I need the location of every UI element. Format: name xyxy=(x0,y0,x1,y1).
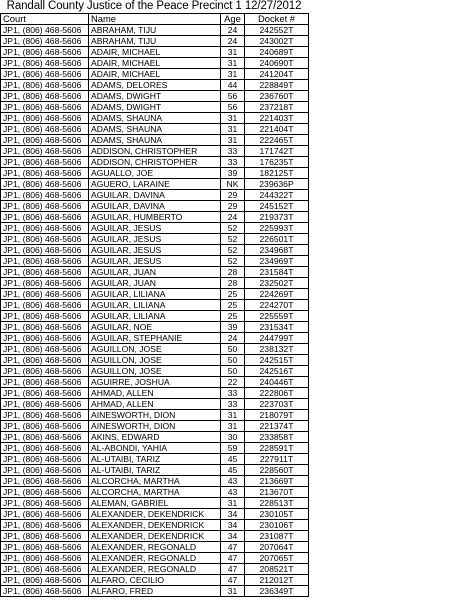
age-cell: 52 xyxy=(221,234,245,245)
age-cell: 45 xyxy=(221,454,245,465)
docket-cell: 212012T xyxy=(245,575,309,586)
table-row xyxy=(1,366,309,377)
age-cell: 34 xyxy=(221,531,245,542)
docket-cell: 239636P xyxy=(245,179,309,190)
court-cell: JP1, (806) 468-5606 xyxy=(1,410,89,421)
name-cell: ADAMS, SHAUNA xyxy=(89,124,221,135)
docket-cell: 240689T xyxy=(245,47,309,58)
court-cell: JP1, (806) 468-5606 xyxy=(1,36,89,47)
docket-cell: 218079T xyxy=(245,410,309,421)
name-cell: AGUERO, LARAINE xyxy=(89,179,221,190)
name-cell: ALCORCHA, MARTHA xyxy=(89,487,221,498)
name-cell: AGUILAR, JESUS xyxy=(89,223,221,234)
age-cell: 24 xyxy=(221,25,245,36)
court-cell: JP1, (806) 468-5606 xyxy=(1,564,89,575)
court-cell: JP1, (806) 468-5606 xyxy=(1,102,89,113)
age-cell: 52 xyxy=(221,245,245,256)
docket-cell: 240690T xyxy=(245,58,309,69)
docket-cell: 231584T xyxy=(245,267,309,278)
court-cell: JP1, (806) 468-5606 xyxy=(1,322,89,333)
age-cell: 31 xyxy=(221,586,245,597)
court-cell: JP1, (806) 468-5606 xyxy=(1,333,89,344)
age-cell: 50 xyxy=(221,344,245,355)
table-row xyxy=(1,102,309,113)
court-cell: JP1, (806) 468-5606 xyxy=(1,289,89,300)
court-cell: JP1, (806) 468-5606 xyxy=(1,179,89,190)
name-cell: AGUILAR, JUAN xyxy=(89,278,221,289)
name-cell: ALEXANDER, DEKENDRICK xyxy=(89,520,221,531)
table-row xyxy=(1,223,309,234)
table-row xyxy=(1,278,309,289)
docket-cell: 236349T xyxy=(245,586,309,597)
name-cell: AGUILAR, NOE xyxy=(89,322,221,333)
age-cell: 52 xyxy=(221,223,245,234)
age-cell: 47 xyxy=(221,553,245,564)
court-cell: JP1, (806) 468-5606 xyxy=(1,245,89,256)
table-row xyxy=(1,245,309,256)
court-cell: JP1, (806) 468-5606 xyxy=(1,377,89,388)
age-cell: 31 xyxy=(221,47,245,58)
name-cell: AHMAD, ALLEN xyxy=(89,399,221,410)
name-cell: AINESWORTH, DION xyxy=(89,421,221,432)
name-cell: ADDISON, CHRISTOPHER xyxy=(89,146,221,157)
docket-cell: 182125T xyxy=(245,168,309,179)
name-cell: AL-UTAIBI, TARIZ xyxy=(89,465,221,476)
age-cell: 50 xyxy=(221,366,245,377)
age-cell: 29 xyxy=(221,201,245,212)
table-row xyxy=(1,564,309,575)
court-cell: JP1, (806) 468-5606 xyxy=(1,366,89,377)
table-row xyxy=(1,157,309,168)
docket-cell: 244322T xyxy=(245,190,309,201)
court-cell: JP1, (806) 468-5606 xyxy=(1,498,89,509)
table-row xyxy=(1,212,309,223)
name-cell: ADAMS, DWIGHT xyxy=(89,102,221,113)
docket-cell: 231534T xyxy=(245,322,309,333)
docket-cell: 223703T xyxy=(245,399,309,410)
age-cell: 24 xyxy=(221,212,245,223)
table-row xyxy=(1,91,309,102)
name-cell: ABRAHAM, TIJU xyxy=(89,36,221,47)
table-row xyxy=(1,25,309,36)
docket-cell: 227911T xyxy=(245,454,309,465)
court-cell: JP1, (806) 468-5606 xyxy=(1,487,89,498)
name-cell: AGUILAR, LILIANA xyxy=(89,311,221,322)
table-row xyxy=(1,399,309,410)
name-cell: AL-ABONDI, YAHIA xyxy=(89,443,221,454)
court-cell: JP1, (806) 468-5606 xyxy=(1,454,89,465)
name-cell: ALEXANDER, DEKENDRICK xyxy=(89,509,221,520)
docket-cell: 221404T xyxy=(245,124,309,135)
docket-cell: 224270T xyxy=(245,300,309,311)
table-row xyxy=(1,443,309,454)
court-cell: JP1, (806) 468-5606 xyxy=(1,520,89,531)
court-cell: JP1, (806) 468-5606 xyxy=(1,223,89,234)
name-cell: AGUILAR, DAVINA xyxy=(89,190,221,201)
table-row xyxy=(1,520,309,531)
column-header-court: Court xyxy=(1,14,89,25)
table-row xyxy=(1,575,309,586)
court-cell: JP1, (806) 468-5606 xyxy=(1,575,89,586)
docket-cell: 228591T xyxy=(245,443,309,454)
table-row xyxy=(1,355,309,366)
table-row xyxy=(1,509,309,520)
docket-cell: 240446T xyxy=(245,377,309,388)
court-cell: JP1, (806) 468-5606 xyxy=(1,465,89,476)
table-row xyxy=(1,586,309,597)
docket-cell: 236760T xyxy=(245,91,309,102)
court-cell: JP1, (806) 468-5606 xyxy=(1,69,89,80)
age-cell: 22 xyxy=(221,377,245,388)
table-row xyxy=(1,542,309,553)
docket-cell: 232502T xyxy=(245,278,309,289)
court-cell: JP1, (806) 468-5606 xyxy=(1,553,89,564)
court-cell: JP1, (806) 468-5606 xyxy=(1,311,89,322)
table-row xyxy=(1,113,309,124)
court-cell: JP1, (806) 468-5606 xyxy=(1,212,89,223)
court-cell: JP1, (806) 468-5606 xyxy=(1,399,89,410)
court-cell: JP1, (806) 468-5606 xyxy=(1,531,89,542)
name-cell: AGUIRRE, JOSHUA xyxy=(89,377,221,388)
name-cell: AGUILAR, JUAN xyxy=(89,267,221,278)
column-header-name: Name xyxy=(89,14,221,25)
age-cell: NK xyxy=(221,179,245,190)
docket-cell: 213670T xyxy=(245,487,309,498)
age-cell: 33 xyxy=(221,157,245,168)
name-cell: AGUILAR, JESUS xyxy=(89,245,221,256)
age-cell: 31 xyxy=(221,124,245,135)
court-cell: JP1, (806) 468-5606 xyxy=(1,91,89,102)
table-row xyxy=(1,267,309,278)
docket-cell: 228849T xyxy=(245,80,309,91)
age-cell: 34 xyxy=(221,520,245,531)
court-cell: JP1, (806) 468-5606 xyxy=(1,47,89,58)
age-cell: 25 xyxy=(221,289,245,300)
name-cell: ALCORCHA, MARTHA xyxy=(89,476,221,487)
age-cell: 39 xyxy=(221,168,245,179)
docket-cell: 208521T xyxy=(245,564,309,575)
court-cell: JP1, (806) 468-5606 xyxy=(1,421,89,432)
age-cell: 56 xyxy=(221,91,245,102)
table-row xyxy=(1,311,309,322)
table-row xyxy=(1,388,309,399)
docket-cell: 228560T xyxy=(245,465,309,476)
age-cell: 25 xyxy=(221,311,245,322)
court-cell: JP1, (806) 468-5606 xyxy=(1,432,89,443)
docket-cell: 226501T xyxy=(245,234,309,245)
age-cell: 43 xyxy=(221,487,245,498)
docket-cell: 222806T xyxy=(245,388,309,399)
table-row xyxy=(1,333,309,344)
court-cell: JP1, (806) 468-5606 xyxy=(1,135,89,146)
docket-cell: 243002T xyxy=(245,36,309,47)
docket-cell: 207065T xyxy=(245,553,309,564)
name-cell: ALFARO, CECILIO xyxy=(89,575,221,586)
docket-cell: 219373T xyxy=(245,212,309,223)
age-cell: 28 xyxy=(221,278,245,289)
docket-cell: 242552T xyxy=(245,25,309,36)
court-cell: JP1, (806) 468-5606 xyxy=(1,256,89,267)
name-cell: ALEXANDER, REGONALD xyxy=(89,564,221,575)
name-cell: ADAMS, SHAUNA xyxy=(89,113,221,124)
docket-cell: 242515T xyxy=(245,355,309,366)
name-cell: AHMAD, ALLEN xyxy=(89,388,221,399)
name-cell: AGUILAR, JESUS xyxy=(89,256,221,267)
docket-cell: 213669T xyxy=(245,476,309,487)
name-cell: AGUILLON, JOSE xyxy=(89,366,221,377)
age-cell: 59 xyxy=(221,443,245,454)
court-cell: JP1, (806) 468-5606 xyxy=(1,201,89,212)
name-cell: AGUILAR, DAVINA xyxy=(89,201,221,212)
age-cell: 33 xyxy=(221,388,245,399)
table-row xyxy=(1,190,309,201)
name-cell: ABRAHAM, TIJU xyxy=(89,25,221,36)
age-cell: 33 xyxy=(221,399,245,410)
court-cell: JP1, (806) 468-5606 xyxy=(1,58,89,69)
court-cell: JP1, (806) 468-5606 xyxy=(1,267,89,278)
age-cell: 47 xyxy=(221,564,245,575)
table-row xyxy=(1,80,309,91)
name-cell: ALEXANDER, DEKENDRICK xyxy=(89,531,221,542)
docket-cell: 222465T xyxy=(245,135,309,146)
court-cell: JP1, (806) 468-5606 xyxy=(1,476,89,487)
table-row xyxy=(1,432,309,443)
table-row xyxy=(1,36,309,47)
court-cell: JP1, (806) 468-5606 xyxy=(1,234,89,245)
age-cell: 33 xyxy=(221,146,245,157)
age-cell: 31 xyxy=(221,69,245,80)
court-cell: JP1, (806) 468-5606 xyxy=(1,586,89,597)
table-row xyxy=(1,377,309,388)
table-row xyxy=(1,410,309,421)
court-cell: JP1, (806) 468-5606 xyxy=(1,355,89,366)
docket-cell: 242516T xyxy=(245,366,309,377)
court-cell: JP1, (806) 468-5606 xyxy=(1,542,89,553)
docket-cell: 237218T xyxy=(245,102,309,113)
age-cell: 25 xyxy=(221,300,245,311)
court-cell: JP1, (806) 468-5606 xyxy=(1,344,89,355)
page-title: Randall County Justice of the Peace Precinct 1 12/27/2012 xyxy=(6,0,302,12)
age-cell: 31 xyxy=(221,498,245,509)
docket-cell: 230106T xyxy=(245,520,309,531)
court-cell: JP1, (806) 468-5606 xyxy=(1,124,89,135)
court-cell: JP1, (806) 468-5606 xyxy=(1,146,89,157)
table-row xyxy=(1,256,309,267)
docket-cell: 225993T xyxy=(245,223,309,234)
table-row xyxy=(1,322,309,333)
table-row xyxy=(1,179,309,190)
name-cell: ADAIR, MICHAEL xyxy=(89,58,221,69)
table-row xyxy=(1,47,309,58)
age-cell: 45 xyxy=(221,465,245,476)
table-row xyxy=(1,454,309,465)
name-cell: AGUILAR, JESUS xyxy=(89,234,221,245)
column-header-docket: Docket # xyxy=(245,14,309,25)
age-cell: 31 xyxy=(221,58,245,69)
court-cell: JP1, (806) 468-5606 xyxy=(1,168,89,179)
docket-cell: 234969T xyxy=(245,256,309,267)
table-row xyxy=(1,553,309,564)
docket-cell: 224269T xyxy=(245,289,309,300)
name-cell: ADDISON, CHRISTOPHER xyxy=(89,157,221,168)
name-cell: AGUILAR, LILIANA xyxy=(89,289,221,300)
age-cell: 31 xyxy=(221,135,245,146)
table-row xyxy=(1,289,309,300)
table-row xyxy=(1,531,309,542)
court-cell: JP1, (806) 468-5606 xyxy=(1,25,89,36)
name-cell: ADAIR, MICHAEL xyxy=(89,69,221,80)
docket-cell: 230105T xyxy=(245,509,309,520)
age-cell: 34 xyxy=(221,509,245,520)
court-cell: JP1, (806) 468-5606 xyxy=(1,300,89,311)
docket-cell: 228513T xyxy=(245,498,309,509)
docket-cell: 176235T xyxy=(245,157,309,168)
name-cell: ALFARO, FRED xyxy=(89,586,221,597)
docket-cell: 231087T xyxy=(245,531,309,542)
name-cell: AGUILAR, LILIANA xyxy=(89,300,221,311)
docket-cell: 241204T xyxy=(245,69,309,80)
docket-cell: 245152T xyxy=(245,201,309,212)
age-cell: 50 xyxy=(221,355,245,366)
court-cell: JP1, (806) 468-5606 xyxy=(1,80,89,91)
docket-cell: 233858T xyxy=(245,432,309,443)
age-cell: 52 xyxy=(221,256,245,267)
table-row xyxy=(1,234,309,245)
age-cell: 30 xyxy=(221,432,245,443)
table-row xyxy=(1,476,309,487)
table-row xyxy=(1,465,309,476)
docket-cell: 244799T xyxy=(245,333,309,344)
name-cell: AGUALLO, JOE xyxy=(89,168,221,179)
age-cell: 43 xyxy=(221,476,245,487)
age-cell: 28 xyxy=(221,267,245,278)
court-cell: JP1, (806) 468-5606 xyxy=(1,157,89,168)
name-cell: AGUILAR, STEPHANIE xyxy=(89,333,221,344)
name-cell: AINESWORTH, DION xyxy=(89,410,221,421)
court-cell: JP1, (806) 468-5606 xyxy=(1,509,89,520)
table-row xyxy=(1,69,309,80)
name-cell: ADAMS, DWIGHT xyxy=(89,91,221,102)
docket-cell: 207064T xyxy=(245,542,309,553)
table-row xyxy=(1,135,309,146)
name-cell: AL-UTAIBI, TARIZ xyxy=(89,454,221,465)
name-cell: ALEMAN, GABRIEL xyxy=(89,498,221,509)
name-cell: AKINS, EDWARD xyxy=(89,432,221,443)
court-cell: JP1, (806) 468-5606 xyxy=(1,113,89,124)
age-cell: 31 xyxy=(221,410,245,421)
age-cell: 39 xyxy=(221,322,245,333)
docket-cell: 221374T xyxy=(245,421,309,432)
table-row xyxy=(1,487,309,498)
age-cell: 47 xyxy=(221,542,245,553)
table-row xyxy=(1,201,309,212)
age-cell: 24 xyxy=(221,36,245,47)
docket-cell: 234968T xyxy=(245,245,309,256)
table-row xyxy=(1,146,309,157)
age-cell: 31 xyxy=(221,113,245,124)
court-cell: JP1, (806) 468-5606 xyxy=(1,190,89,201)
age-cell: 47 xyxy=(221,575,245,586)
table-row xyxy=(1,344,309,355)
age-cell: 24 xyxy=(221,333,245,344)
court-cell: JP1, (806) 468-5606 xyxy=(1,388,89,399)
docket-cell: 238132T xyxy=(245,344,309,355)
age-cell: 29 xyxy=(221,190,245,201)
name-cell: AGUILLON, JOSE xyxy=(89,344,221,355)
docket-table xyxy=(0,13,309,597)
name-cell: AGUILLON, JOSE xyxy=(89,355,221,366)
docket-cell: 221403T xyxy=(245,113,309,124)
table-body xyxy=(1,25,309,597)
court-cell: JP1, (806) 468-5606 xyxy=(1,443,89,454)
name-cell: ALEXANDER, REGONALD xyxy=(89,553,221,564)
docket-cell: 171742T xyxy=(245,146,309,157)
court-cell: JP1, (806) 468-5606 xyxy=(1,278,89,289)
docket-cell: 225559T xyxy=(245,311,309,322)
age-cell: 44 xyxy=(221,80,245,91)
table-row xyxy=(1,421,309,432)
table-row xyxy=(1,300,309,311)
table-row xyxy=(1,58,309,69)
name-cell: AGUILAR, HUMBERTO xyxy=(89,212,221,223)
header-row xyxy=(1,14,309,25)
table-row xyxy=(1,168,309,179)
name-cell: ADAMS, SHAUNA xyxy=(89,135,221,146)
name-cell: ADAIR, MICHAEL xyxy=(89,47,221,58)
age-cell: 56 xyxy=(221,102,245,113)
name-cell: ALEXANDER, REGONALD xyxy=(89,542,221,553)
table-row xyxy=(1,124,309,135)
age-cell: 31 xyxy=(221,421,245,432)
name-cell: ADAMS, DELORES xyxy=(89,80,221,91)
column-header-age: Age xyxy=(221,14,245,25)
table-row xyxy=(1,498,309,509)
